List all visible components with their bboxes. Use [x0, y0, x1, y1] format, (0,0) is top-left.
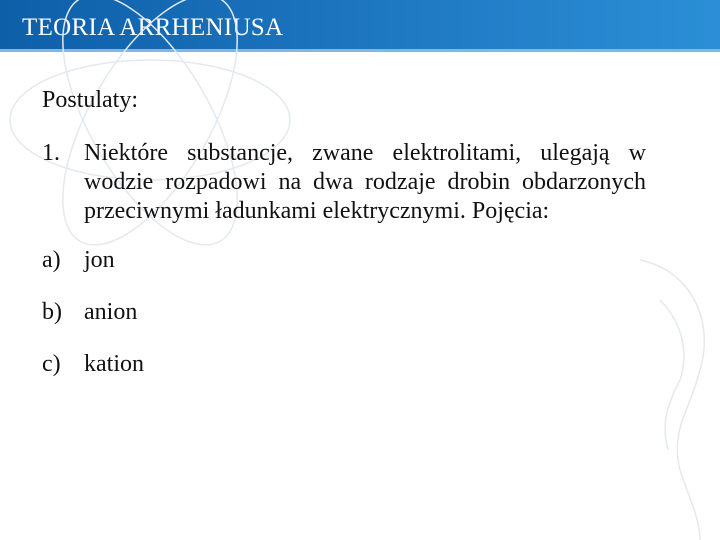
list-item — [42, 246, 646, 275]
concept-label: jon — [84, 247, 115, 273]
list-item — [42, 298, 646, 327]
postulate-text: Niektóre substancje, zwane elektrolitami, ulegają w wodzie rozpadowi na dwa rodzaje drobin obdarzonych przeciwnymi ładunkami elektrycznymi. Pojęcia: — [84, 140, 646, 224]
slide-title: TEORIA ARRHENIUSA — [22, 14, 284, 41]
concepts-list — [42, 246, 646, 379]
postulate-item-1 — [42, 139, 646, 226]
list-item — [42, 350, 646, 379]
slide-content — [42, 80, 646, 402]
concept-label: kation — [84, 351, 144, 377]
list-marker: b) — [42, 299, 62, 325]
list-marker: c) — [42, 351, 61, 377]
postulates-heading: Postulaty: — [42, 87, 139, 113]
list-number: 1. — [42, 140, 60, 166]
list-marker: a) — [42, 247, 61, 273]
concept-label: anion — [84, 299, 138, 325]
